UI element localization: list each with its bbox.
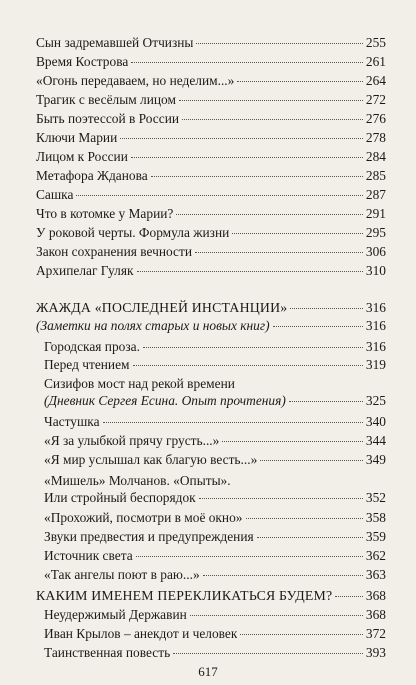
toc-entry-title: Сын задремавшей Отчизны (36, 35, 194, 50)
section-page: 316 (365, 300, 386, 315)
toc-entry-title: «Прохожий, посмотри в моё окно» (44, 510, 243, 525)
toc-entry (44, 626, 386, 642)
toc-entry (36, 92, 386, 108)
dot-leader (176, 214, 363, 215)
toc-entry-page: 359 (365, 529, 386, 544)
toc-entry (36, 168, 386, 184)
toc-entry-title: Ключи Марии (36, 130, 118, 145)
page-number: 617 (198, 664, 218, 679)
toc-entry-page: 291 (365, 206, 386, 221)
section-title: КАКИМ ИМЕНЕМ ПЕРЕКЛИКАТЬСЯ БУДЕМ? (36, 588, 333, 603)
toc-entry-page: 295 (365, 225, 386, 240)
toc-entry-title: «Я мир услышал как благую весть...» (44, 452, 258, 467)
toc-entry-page: 325 (365, 393, 386, 408)
toc-entry-page: 278 (365, 130, 386, 145)
toc-section-heading (36, 300, 386, 316)
toc-entry-page: 285 (365, 168, 386, 183)
toc-entry (44, 645, 386, 661)
toc-entry (44, 548, 386, 564)
toc-entry-title: Звуки предвестия и предупреждения (44, 529, 254, 544)
section-title: ЖАЖДА «ПОСЛЕДНЕЙ ИНСТАНЦИИ» (36, 300, 288, 315)
dot-leader (240, 634, 363, 635)
toc-entry-title: «Огонь передаваем, но неделим...» (36, 73, 235, 88)
toc-entry (44, 452, 386, 468)
toc-entry-page: 310 (365, 263, 386, 278)
toc-entry-page: 272 (365, 92, 386, 107)
toc-entry-title: Архипелаг Гуляк (36, 263, 134, 278)
toc-entry-page: 284 (365, 149, 386, 164)
toc-entry-title: Таинственная повесть (44, 645, 171, 660)
dot-leader (143, 347, 363, 348)
dot-leader (260, 460, 363, 461)
dot-leader (199, 498, 363, 499)
toc-entry-page: 264 (365, 73, 386, 88)
dot-leader (195, 252, 363, 253)
dot-leader (182, 119, 363, 120)
toc-entry-title: У роковой черты. Формула жизни (36, 225, 230, 240)
toc-entry (36, 225, 386, 241)
toc-entry-title-line: «Мишель» Молчанов. «Опыты». (44, 473, 231, 488)
toc-entry-title: Городская проза. (44, 339, 140, 354)
dot-leader (203, 575, 363, 576)
dot-leader (76, 195, 362, 196)
section-note-page: 316 (365, 318, 386, 333)
toc-entry (36, 111, 386, 127)
dot-leader (290, 308, 363, 309)
toc-entry-title: Иван Крылов – анекдот и человек (44, 626, 238, 641)
toc-entry (36, 54, 386, 70)
toc-entry-title: Метафора Жданова (36, 168, 148, 183)
toc-entry-title: Неудержимый Державин (44, 607, 187, 622)
toc-entry (44, 490, 386, 506)
toc-entry-page: 372 (365, 626, 386, 641)
toc-entry (36, 130, 386, 146)
dot-leader (120, 138, 363, 139)
section-subtitle-note (36, 318, 386, 334)
toc-entry (44, 414, 386, 430)
toc-entry-title: (Дневник Сергея Есина. Опыт прочтения) (44, 393, 286, 408)
toc-entry-page: 316 (365, 339, 386, 354)
dot-leader (222, 441, 363, 442)
dot-leader (103, 422, 363, 423)
toc-entry (44, 567, 386, 583)
toc-entry-page: 306 (365, 244, 386, 259)
dot-leader (289, 401, 363, 402)
toc-entry-title: «Я за улыбкой прячу грусть...» (44, 433, 220, 448)
toc-section-heading (36, 588, 386, 604)
toc-entry-title: Частушка (44, 414, 100, 429)
dot-leader (131, 62, 363, 63)
toc-entry (44, 510, 386, 526)
dot-leader (232, 233, 363, 234)
dot-leader (190, 615, 363, 616)
toc-entry-title: Сашка (36, 187, 74, 202)
dot-leader (196, 43, 362, 44)
toc-entry-page: 352 (365, 490, 386, 505)
toc-entry-page: 393 (365, 645, 386, 660)
dot-leader (257, 537, 363, 538)
dot-leader (131, 157, 363, 158)
dot-leader (173, 653, 363, 654)
toc-entry-title: «Так ангелы поют в раю...» (44, 567, 200, 582)
toc-entry-title: Трагик с весёлым лицом (36, 92, 176, 107)
toc-entry (44, 339, 386, 355)
toc-entry (44, 393, 386, 409)
toc-entry-page: 287 (365, 187, 386, 202)
toc-entry (36, 149, 386, 165)
dot-leader (151, 176, 363, 177)
toc-entry (36, 263, 386, 279)
toc-entry-page: 276 (365, 111, 386, 126)
toc-entry (36, 244, 386, 260)
toc-entry (44, 529, 386, 545)
toc-entry-page: 261 (365, 54, 386, 69)
toc-entry (44, 607, 386, 623)
toc-entry-title: Закон сохранения вечности (36, 244, 193, 259)
dot-leader (335, 596, 363, 597)
toc-entry-page: 344 (365, 433, 386, 448)
toc-entry-page: 255 (365, 35, 386, 50)
dot-leader (246, 518, 363, 519)
section-page: 368 (365, 588, 386, 603)
toc-entry-title: Источник света (44, 548, 133, 563)
dot-leader (137, 271, 363, 272)
toc-entry-title: Лицом к России (36, 149, 128, 164)
toc-entry-page: 349 (365, 452, 386, 467)
toc-entry (44, 357, 386, 373)
toc-entry-page: 368 (365, 607, 386, 622)
toc-entry-title-line: Сизифов мост над рекой времени (44, 376, 235, 391)
toc-entry-page: 363 (365, 567, 386, 582)
dot-leader (273, 326, 363, 327)
dot-leader (133, 365, 363, 366)
toc-entry-page: 358 (365, 510, 386, 525)
toc-entry-title: Быть поэтессой в России (36, 111, 180, 126)
toc-entry-title: Что в котомке у Марии? (36, 206, 174, 221)
toc-entry-page: 362 (365, 548, 386, 563)
toc-entry-page: 340 (365, 414, 386, 429)
dot-leader (237, 81, 363, 82)
dot-leader (136, 556, 363, 557)
toc-entry-title: Или стройный беспорядок (44, 490, 196, 505)
dot-leader (179, 100, 363, 101)
toc-entry (36, 35, 386, 51)
toc-entry-page: 319 (365, 357, 386, 372)
toc-entry-title: Время Кострова (36, 54, 129, 69)
toc-entry (36, 73, 386, 89)
toc-entry (44, 433, 386, 449)
toc-entry-title: Перед чтением (44, 357, 130, 372)
toc-entry (36, 187, 386, 203)
section-note-text: (Заметки на полях старых и новых книг) (36, 318, 270, 333)
toc-entry (36, 206, 386, 222)
